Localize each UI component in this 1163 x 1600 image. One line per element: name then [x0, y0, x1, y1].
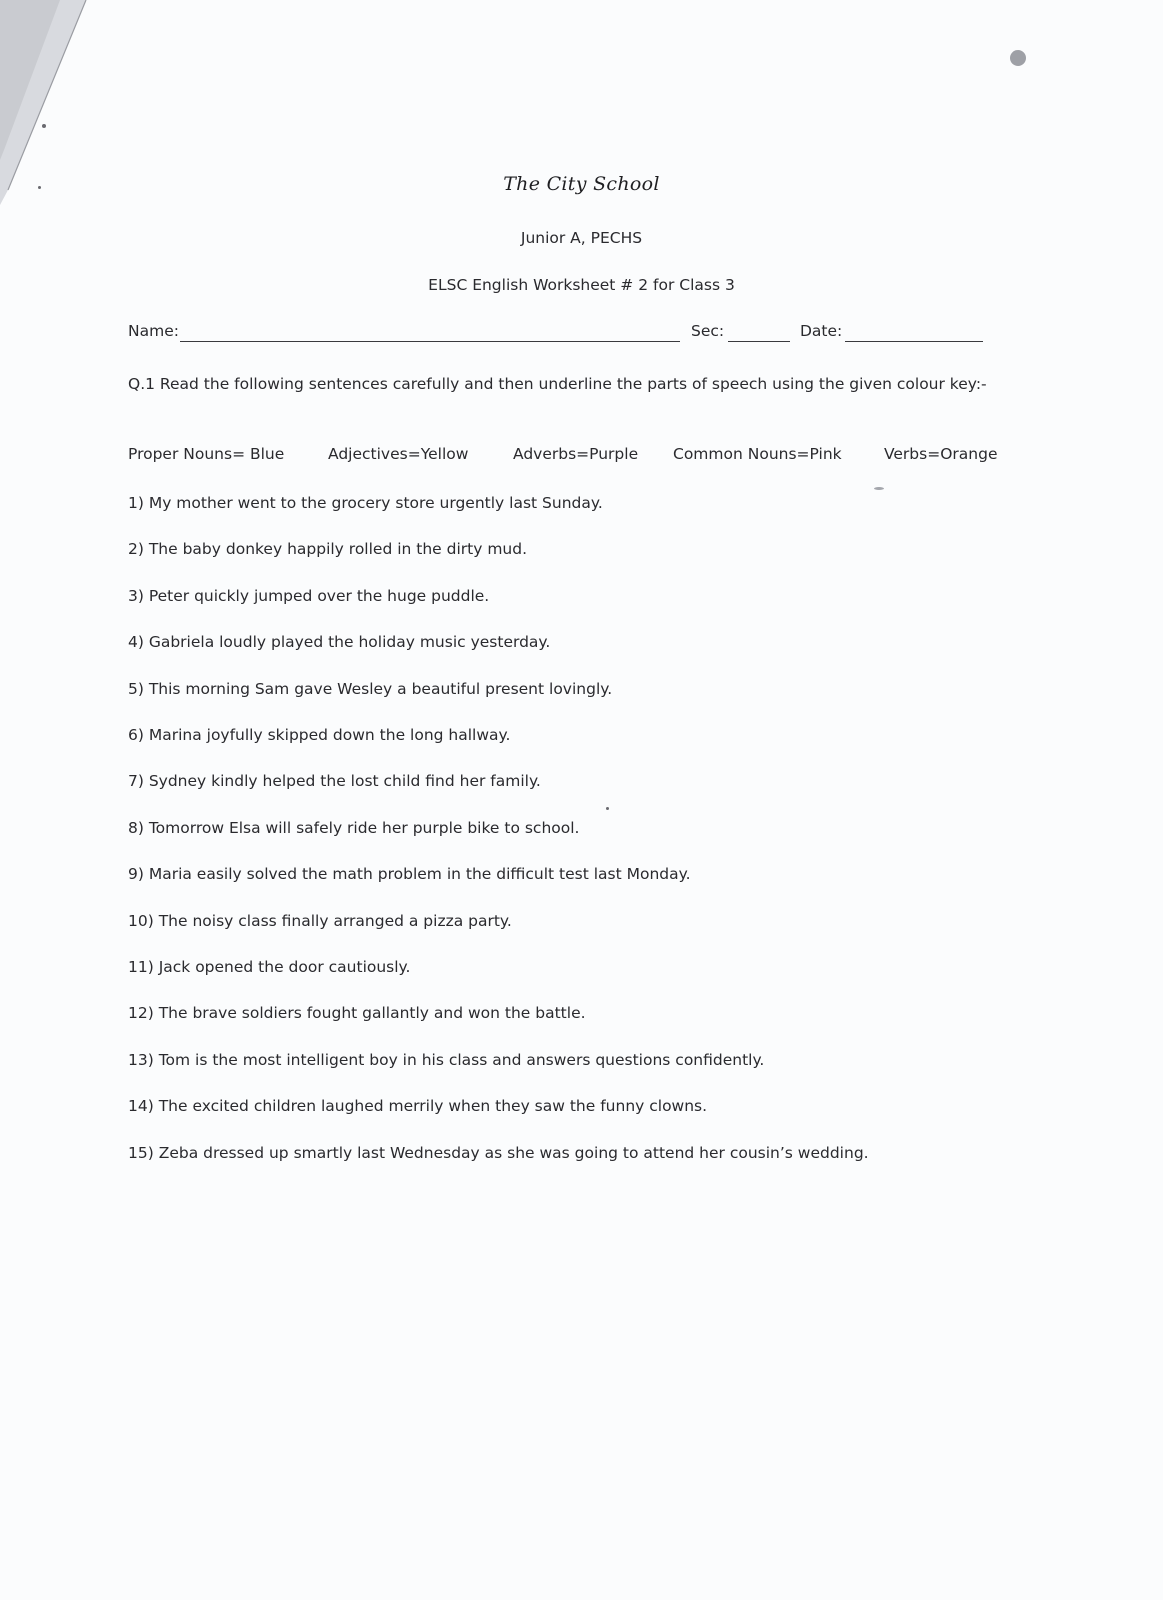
sentence-item: 11) Jack opened the door cautiously. — [128, 958, 411, 976]
student-info-row — [128, 322, 1003, 344]
sentence-item: 1) My mother went to the grocery store urgently last Sunday. — [128, 494, 603, 512]
sentence-item: 10) The noisy class finally arranged a pizza party. — [128, 911, 512, 930]
date-label: Date: — [800, 322, 843, 340]
sentence-item: 12) The brave soldiers fought gallantly and won the battle. — [128, 1004, 586, 1023]
branch-name: Junior A, PECHS — [520, 229, 643, 247]
key-adverbs: Adverbs=Purple — [513, 445, 639, 463]
sentence-item: 6) Marina joyfully skipped down the long hallway. — [128, 726, 511, 744]
sentence-item: 4) Gabriela loudly played the holiday music yesterday. — [128, 633, 551, 652]
key-common-nouns: Common Nouns=Pink — [673, 445, 842, 463]
scan-edge-shadow — [0, 0, 120, 240]
sentence-item: 2) The baby donkey happily rolled in the dirty mud. — [128, 540, 528, 559]
scan-speck — [42, 124, 46, 128]
date-blank[interactable] — [845, 341, 983, 342]
sec-label: Sec: — [691, 322, 725, 340]
sentence-item: 14) The excited children laughed merrily when they saw the funny clowns. — [128, 1097, 708, 1116]
sec-blank[interactable] — [728, 341, 790, 342]
sentence-item: 3) Peter quickly jumped over the huge puddle. — [128, 586, 490, 605]
sentence-item: 5) This morning Sam gave Wesley a beautiful present lovingly. — [128, 679, 613, 698]
key-adjectives: Adjectives=Yellow — [328, 445, 469, 463]
sentence-item: 13) Tom is the most intelligent boy in his class and answers questions confidently. — [128, 1050, 765, 1069]
scan-speck — [874, 487, 884, 490]
color-key — [128, 445, 1008, 469]
worksheet-title: ELSC English Worksheet # 2 for Class 3 — [428, 276, 735, 294]
question-instruction: Q.1 Read the following sentences carefully and then underline the parts of speech using the given colour key:- — [128, 375, 987, 393]
scan-speck — [606, 807, 609, 810]
sentence-item: 9) Maria easily solved the math problem in the difficult test last Monday. — [128, 865, 691, 884]
scan-speck — [1010, 50, 1026, 66]
school-name: The City School — [503, 173, 660, 195]
key-proper-nouns: Proper Nouns= Blue — [128, 445, 285, 463]
name-label: Name: — [128, 322, 179, 340]
sentence-item: 7) Sydney kindly helped the lost child find her family. — [128, 772, 541, 791]
scan-speck — [38, 186, 41, 189]
sentence-item: 15) Zeba dressed up smartly last Wednesday as she was going to attend her cousin’s wedding. — [128, 1143, 869, 1162]
sentence-item: 8) Tomorrow Elsa will safely ride her purple bike to school. — [128, 818, 580, 837]
key-verbs: Verbs=Orange — [884, 445, 998, 463]
name-blank[interactable] — [180, 341, 680, 342]
